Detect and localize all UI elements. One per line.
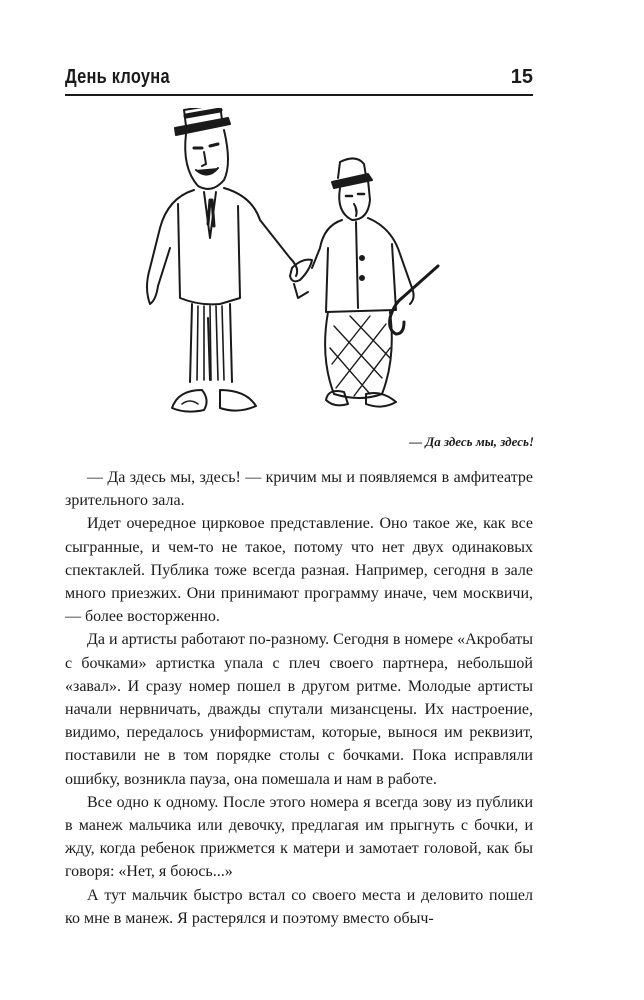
- chapter-title: День клоуна: [65, 66, 170, 88]
- paragraph: А тут мальчик быстро встал со своего места и деловито пошел ко мне в манеж. Я растерялся и поэтому вместо обыч-: [65, 886, 533, 927]
- tall-clown-drawing: [147, 108, 297, 412]
- header-rule: [65, 94, 533, 96]
- paragraph: Все одно к одному. После этого номера я всегда зову из публики в манеж мальчика или девочку, предлагая им прыгнуть с бочки, и жду, когда ребенок прижмется к матери и замотает головой, как бы говоря: «Нет, я боюсь...»: [65, 793, 533, 881]
- short-clown-drawing: [312, 158, 438, 406]
- running-header: [65, 66, 533, 96]
- page-number: 15: [510, 66, 533, 88]
- illustration-caption: — Да здесь мы, здесь!: [409, 434, 534, 449]
- paragraph: — Да здесь мы, здесь! — кричим мы и появляемся в амфитеатре зрительного зала.: [65, 469, 533, 510]
- body-text: [65, 466, 533, 930]
- clowns-illustration: [120, 108, 440, 426]
- paragraph: Да и артисты работают по-разному. Сегодня в номере «Акробаты с бочками» артистка упала с плеч своего партнера, небольшой «завал». И сразу номер пошел в другом ритме. Молодые артисты начали нервничать, дважды спутали мизансцены. Их настроение, видимо, передалось униформистам, которые, вынося им реквизит, поставили не в том порядке столы с бочками. Пока исправляли ошибку, возникла пауза, она помешала и нам в работе.: [65, 631, 533, 788]
- paragraph: Идет очередное цирковое представление. Оно такое же, как все сыгранные, и чем-то не такое, потому что нет двух одинаковых спектаклей. Публика тоже всегда разная. Например, сегодня в зале много приезжих. Они принимают программу иначе, чем москвичи, — более восторженно.: [65, 515, 533, 626]
